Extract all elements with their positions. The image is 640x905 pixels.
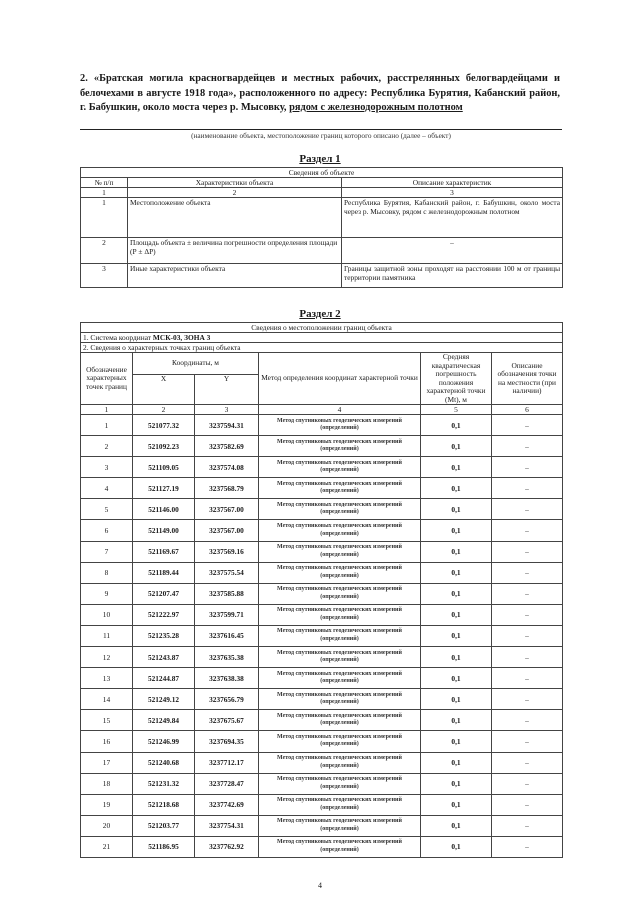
accuracy: 0,1 xyxy=(421,794,492,815)
accuracy: 0,1 xyxy=(421,731,492,752)
point-description: – xyxy=(492,794,563,815)
table-row xyxy=(81,415,563,436)
point-description: – xyxy=(492,731,563,752)
method: Метод спутниковых геодезических измерений (определений) xyxy=(259,457,421,478)
table-row xyxy=(81,836,563,857)
row-index: 3 xyxy=(81,264,128,288)
point-number: 10 xyxy=(81,604,133,625)
col-number: 4 xyxy=(259,405,421,415)
method: Метод спутниковых геодезических измерений (определений) xyxy=(259,520,421,541)
accuracy: 0,1 xyxy=(421,647,492,668)
method: Метод спутниковых геодезических измерений (определений) xyxy=(259,647,421,668)
coordinate-x: 521146.00 xyxy=(133,499,195,520)
table-row xyxy=(81,457,563,478)
col-number: 1 xyxy=(81,405,133,415)
point-description: – xyxy=(492,752,563,773)
header-x: X xyxy=(133,375,195,405)
heading-text: 2. «Братская могила красногвардейцев и местных рабочих, расстрелянных белогвардейцами и белочехами в августе 1918 года», расположенного по адресу: Республика Бурятия, Кабанский район, г. Бабушкин, около моста через р. Мысовку, xyxy=(80,73,560,113)
method: Метод спутниковых геодезических измерений (определений) xyxy=(259,625,421,646)
method: Метод спутниковых геодезических измерений (определений) xyxy=(259,731,421,752)
col-number: 2 xyxy=(133,405,195,415)
accuracy: 0,1 xyxy=(421,604,492,625)
point-description: – xyxy=(492,583,563,604)
header-y: Y xyxy=(195,375,259,405)
boundary-points-table xyxy=(80,322,563,858)
coordinate-y: 3237567.00 xyxy=(195,520,259,541)
header-point: Обозначение характерных точек границ xyxy=(81,353,133,405)
point-number: 1 xyxy=(81,415,133,436)
method: Метод спутниковых геодезических измерений (определений) xyxy=(259,752,421,773)
coordinate-y: 3237754.31 xyxy=(195,815,259,836)
coordinate-x: 521243.87 xyxy=(133,647,195,668)
table-row xyxy=(81,562,563,583)
method: Метод спутниковых геодезических измерений (определений) xyxy=(259,604,421,625)
point-description: – xyxy=(492,689,563,710)
accuracy: 0,1 xyxy=(421,815,492,836)
header-method: Метод определения координат характерной точки xyxy=(259,353,421,405)
header-coordinates: Координаты, м xyxy=(133,353,259,375)
coordinate-x: 521246.99 xyxy=(133,731,195,752)
coordinate-y: 3237569.16 xyxy=(195,541,259,562)
coordinate-y: 3237638.38 xyxy=(195,668,259,689)
section1-title: Раздел 1 xyxy=(299,153,341,165)
point-number: 9 xyxy=(81,583,133,604)
coordinate-x: 521077.32 xyxy=(133,415,195,436)
method: Метод спутниковых геодезических измерений (определений) xyxy=(259,689,421,710)
coordinate-y: 3237567.00 xyxy=(195,499,259,520)
coordinate-system-row xyxy=(81,333,563,343)
method: Метод спутниковых геодезических измерений (определений) xyxy=(259,710,421,731)
coordinate-y: 3237582.69 xyxy=(195,436,259,457)
point-number: 12 xyxy=(81,647,133,668)
accuracy: 0,1 xyxy=(421,710,492,731)
accuracy: 0,1 xyxy=(421,415,492,436)
point-description: – xyxy=(492,647,563,668)
coordinate-x: 521231.32 xyxy=(133,773,195,794)
object-heading xyxy=(80,72,560,116)
coordinate-x: 521109.05 xyxy=(133,457,195,478)
point-description: – xyxy=(492,457,563,478)
method: Метод спутниковых геодезических измерений (определений) xyxy=(259,836,421,857)
table-row xyxy=(81,752,563,773)
coordinate-system-label: 1. Система координат xyxy=(83,333,152,342)
point-number: 13 xyxy=(81,668,133,689)
table-row xyxy=(81,773,563,794)
coordinate-x: 521235.28 xyxy=(133,625,195,646)
point-number: 19 xyxy=(81,794,133,815)
coordinate-y: 3237574.08 xyxy=(195,457,259,478)
table-row xyxy=(81,625,563,646)
col-number: 1 xyxy=(81,188,128,198)
coordinate-x: 521244.87 xyxy=(133,668,195,689)
method: Метод спутниковых геодезических измерений (определений) xyxy=(259,478,421,499)
coordinate-x: 521127.19 xyxy=(133,478,195,499)
accuracy: 0,1 xyxy=(421,773,492,794)
point-description: – xyxy=(492,836,563,857)
object-info-table xyxy=(80,167,563,288)
point-description: – xyxy=(492,668,563,689)
method: Метод спутниковых геодезических измерений (определений) xyxy=(259,583,421,604)
coordinate-x: 521218.68 xyxy=(133,794,195,815)
coordinate-x: 521149.00 xyxy=(133,520,195,541)
point-description: – xyxy=(492,562,563,583)
table-row xyxy=(81,710,563,731)
row-characteristic: Площадь объекта ± величина погрешности определения площади (Р ± ΔР) xyxy=(128,238,342,264)
page-number: 4 xyxy=(318,881,322,890)
method: Метод спутниковых геодезических измерений (определений) xyxy=(259,415,421,436)
coordinate-y: 3237694.35 xyxy=(195,731,259,752)
coordinate-x: 521240.68 xyxy=(133,752,195,773)
col-number: 5 xyxy=(421,405,492,415)
method: Метод спутниковых геодезических измерений (определений) xyxy=(259,668,421,689)
table-row xyxy=(81,689,563,710)
heading-caption: (наименование объекта, местоположение границ которого описано (далее – объект) xyxy=(80,129,562,140)
coordinate-x: 521092.23 xyxy=(133,436,195,457)
table-row xyxy=(81,478,563,499)
header-description: Описание характеристик xyxy=(342,178,563,188)
accuracy: 0,1 xyxy=(421,668,492,689)
row-index: 2 xyxy=(81,238,128,264)
point-number: 2 xyxy=(81,436,133,457)
coordinate-system-value: МСК-03, ЗОНА 3 xyxy=(152,333,211,342)
row-characteristic: Местоположение объекта xyxy=(128,198,342,238)
point-description: – xyxy=(492,604,563,625)
coordinate-y: 3237712.17 xyxy=(195,752,259,773)
coordinate-x: 521249.12 xyxy=(133,689,195,710)
row-characteristic: Иные характеристики объекта xyxy=(128,264,342,288)
point-number: 8 xyxy=(81,562,133,583)
coordinate-x: 521207.47 xyxy=(133,583,195,604)
table-row xyxy=(81,583,563,604)
method: Метод спутниковых геодезических измерений (определений) xyxy=(259,794,421,815)
coordinate-x: 521203.77 xyxy=(133,815,195,836)
point-description: – xyxy=(492,520,563,541)
point-description: – xyxy=(492,436,563,457)
point-description: – xyxy=(492,541,563,562)
table-row xyxy=(81,604,563,625)
point-number: 15 xyxy=(81,710,133,731)
table-row xyxy=(81,436,563,457)
coordinate-y: 3237728.47 xyxy=(195,773,259,794)
method: Метод спутниковых геодезических измерений (определений) xyxy=(259,436,421,457)
section1-table-title: Сведения об объекте xyxy=(81,168,563,178)
row-description: Границы защитной зоны проходят на расстоянии 100 м от границы территории памятника xyxy=(342,264,563,288)
coordinate-y: 3237656.79 xyxy=(195,689,259,710)
coordinate-y: 3237575.54 xyxy=(195,562,259,583)
table-row xyxy=(81,647,563,668)
coordinate-y: 3237616.45 xyxy=(195,625,259,646)
method: Метод спутниковых геодезических измерений (определений) xyxy=(259,773,421,794)
point-description: – xyxy=(492,499,563,520)
point-description: – xyxy=(492,710,563,731)
point-number: 14 xyxy=(81,689,133,710)
coordinate-y: 3237594.31 xyxy=(195,415,259,436)
table-row xyxy=(81,815,563,836)
coordinate-x: 521169.67 xyxy=(133,541,195,562)
coordinate-y: 3237585.88 xyxy=(195,583,259,604)
point-number: 20 xyxy=(81,815,133,836)
header-accuracy: Средняя квадратическая погрешность положения характерной точки (Mt), м xyxy=(421,353,492,405)
col-number: 3 xyxy=(342,188,563,198)
table-row xyxy=(81,238,563,264)
accuracy: 0,1 xyxy=(421,689,492,710)
section2-title: Раздел 2 xyxy=(299,308,341,320)
col-number: 6 xyxy=(492,405,563,415)
point-number: 4 xyxy=(81,478,133,499)
coordinate-y: 3237635.38 xyxy=(195,647,259,668)
accuracy: 0,1 xyxy=(421,583,492,604)
row-description: – xyxy=(342,238,563,264)
table-row xyxy=(81,499,563,520)
point-description: – xyxy=(492,773,563,794)
col-number: 2 xyxy=(128,188,342,198)
coordinate-y: 3237599.71 xyxy=(195,604,259,625)
table-row xyxy=(81,731,563,752)
heading-underlined-text: рядом с железнодорожным полотном xyxy=(289,102,463,113)
point-number: 21 xyxy=(81,836,133,857)
method: Метод спутниковых геодезических измерений (определений) xyxy=(259,815,421,836)
accuracy: 0,1 xyxy=(421,457,492,478)
point-number: 3 xyxy=(81,457,133,478)
point-number: 17 xyxy=(81,752,133,773)
method: Метод спутниковых геодезических измерений (определений) xyxy=(259,499,421,520)
coordinate-x: 521222.97 xyxy=(133,604,195,625)
accuracy: 0,1 xyxy=(421,752,492,773)
coordinate-y: 3237762.92 xyxy=(195,836,259,857)
method: Метод спутниковых геодезических измерений (определений) xyxy=(259,541,421,562)
table-row xyxy=(81,264,563,288)
col-number: 3 xyxy=(195,405,259,415)
row-index: 1 xyxy=(81,198,128,238)
accuracy: 0,1 xyxy=(421,562,492,583)
table-row xyxy=(81,520,563,541)
accuracy: 0,1 xyxy=(421,478,492,499)
coordinate-y: 3237742.69 xyxy=(195,794,259,815)
header-index: № п/п xyxy=(81,178,128,188)
method: Метод спутниковых геодезических измерений (определений) xyxy=(259,562,421,583)
point-number: 6 xyxy=(81,520,133,541)
table-row xyxy=(81,668,563,689)
accuracy: 0,1 xyxy=(421,520,492,541)
section2-table-title: Сведения о местоположении границ объекта xyxy=(81,323,563,333)
header-characteristics: Характеристики объекта xyxy=(128,178,342,188)
point-number: 11 xyxy=(81,625,133,646)
row-description: Республика Бурятия, Кабанский район, г. Бабушкин, около моста через р. Мысовку, рядом с железнодорожным полотном xyxy=(342,198,563,238)
point-description: – xyxy=(492,415,563,436)
table-row xyxy=(81,198,563,238)
table-row xyxy=(81,541,563,562)
coordinate-x: 521186.95 xyxy=(133,836,195,857)
accuracy: 0,1 xyxy=(421,625,492,646)
point-number: 16 xyxy=(81,731,133,752)
coordinate-x: 521189.44 xyxy=(133,562,195,583)
point-description: – xyxy=(492,815,563,836)
accuracy: 0,1 xyxy=(421,541,492,562)
point-description: – xyxy=(492,625,563,646)
header-point-description: Описание обозначения точки на местности (при наличии) xyxy=(492,353,563,405)
accuracy: 0,1 xyxy=(421,499,492,520)
table-row xyxy=(81,794,563,815)
points-title: 2. Сведения о характерных точках границ объекта xyxy=(81,343,563,353)
accuracy: 0,1 xyxy=(421,436,492,457)
coordinate-x: 521249.84 xyxy=(133,710,195,731)
point-number: 5 xyxy=(81,499,133,520)
point-number: 18 xyxy=(81,773,133,794)
point-description: – xyxy=(492,478,563,499)
point-number: 7 xyxy=(81,541,133,562)
accuracy: 0,1 xyxy=(421,836,492,857)
coordinate-y: 3237568.79 xyxy=(195,478,259,499)
coordinate-y: 3237675.67 xyxy=(195,710,259,731)
